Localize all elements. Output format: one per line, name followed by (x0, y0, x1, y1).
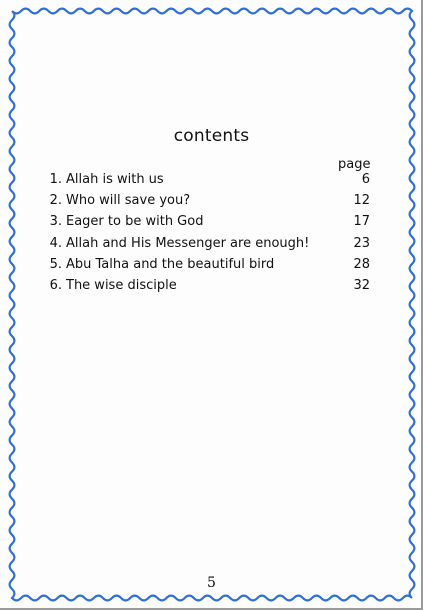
toc-entry-number: 4. (49, 235, 62, 251)
toc-entry-number: 1. (49, 172, 62, 188)
toc-entry-title: Abu Talha and the beautiful bird (66, 256, 275, 272)
toc-entry-title: Who will save you? (66, 193, 191, 209)
toc-entry-title: The wise disciple (66, 278, 177, 294)
toc-entry-title: Allah is with us (66, 172, 164, 188)
footer-page-number: 5 (207, 575, 216, 591)
page-title: contents (173, 126, 250, 146)
toc-entry[interactable] (40, 211, 370, 232)
toc-entry-number: 3. (49, 214, 62, 230)
toc-entry-page: 17 (353, 214, 370, 230)
toc-entry-number: 6. (49, 278, 62, 294)
toc-entry[interactable] (40, 233, 370, 254)
toc-entry[interactable] (40, 190, 370, 211)
toc-entry-page: 28 (353, 256, 370, 272)
toc-entry-title: Allah and His Messenger are enough! (66, 235, 310, 251)
toc-entry-page: 23 (353, 235, 370, 251)
page-column-label: page (338, 157, 371, 172)
toc-entry-page: 6 (361, 172, 370, 188)
toc-entry[interactable] (40, 169, 370, 190)
toc-entry[interactable] (40, 275, 370, 296)
toc-entry-title: Eager to be with God (66, 214, 204, 230)
toc-entry-page: 32 (353, 278, 370, 294)
toc-entry-number: 5. (49, 256, 62, 272)
toc-entry[interactable] (40, 254, 370, 275)
toc-entry-number: 2. (49, 193, 62, 209)
toc-entry-page: 12 (353, 193, 370, 209)
table-of-contents (40, 169, 370, 296)
